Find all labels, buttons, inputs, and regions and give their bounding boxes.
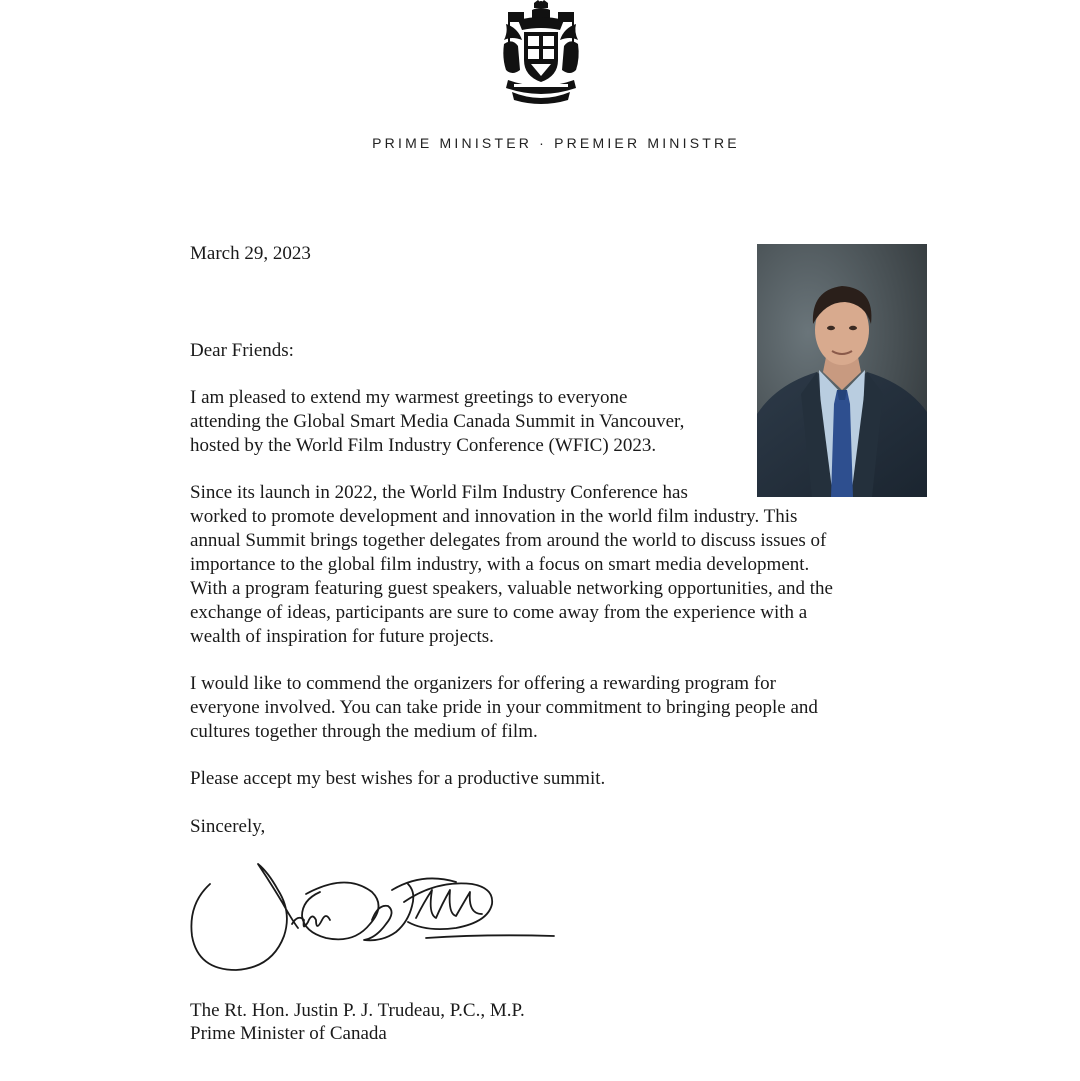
paragraph-line: Please accept my best wishes for a productive summit. [190,768,606,789]
paragraph-line: I would like to commend the organizers for offering a rewarding program for [190,673,776,694]
paragraph-line: I am pleased to extend my warmest greetings to everyone [190,387,628,408]
signer-name: The Rt. Hon. Justin P. J. Trudeau, P.C., M.P. [190,1000,525,1021]
paragraph-greeting [190,386,684,458]
signer-title: Prime Minister of Canada [190,1023,387,1044]
salutation: Dear Friends: [190,340,294,361]
letter-date: March 29, 2023 [190,243,311,264]
paragraph-line: Since its launch in 2022, the World Film Industry Conference has [190,482,688,503]
paragraph-line: worked to promote development and innovation in the world film industry. This [190,506,798,527]
paragraph-line: importance to the global film industry, with a focus on smart media development. [190,554,810,575]
portrait-photo-icon [757,244,927,497]
closing: Sincerely, [190,816,266,837]
signature-icon [186,858,558,976]
paragraph-line: hosted by the World Film Industry Conference (WFIC) 2023. [190,435,657,456]
paragraph-line: wealth of inspiration for future projects. [190,626,494,647]
paragraph-wishes [190,767,605,791]
paragraph-commendation [190,672,818,744]
coat-of-arms-icon [498,0,584,108]
paragraph-line: everyone involved. You can take pride in your commitment to bringing people and [190,697,818,718]
paragraph-line: cultures together through the medium of film. [190,721,538,742]
paragraph-conference [190,481,833,649]
paragraph-line: attending the Global Smart Media Canada Summit in Vancouver, [190,411,685,432]
paragraph-line: annual Summit brings together delegates from around the world to discuss issues of [190,530,827,551]
paragraph-line: With a program featuring guest speakers, valuable networking opportunities, and the [190,578,833,599]
letterhead-title: PRIME MINISTER · PREMIER MINISTRE [372,135,740,151]
paragraph-line: exchange of ideas, participants are sure to come away from the experience with a [190,602,808,623]
